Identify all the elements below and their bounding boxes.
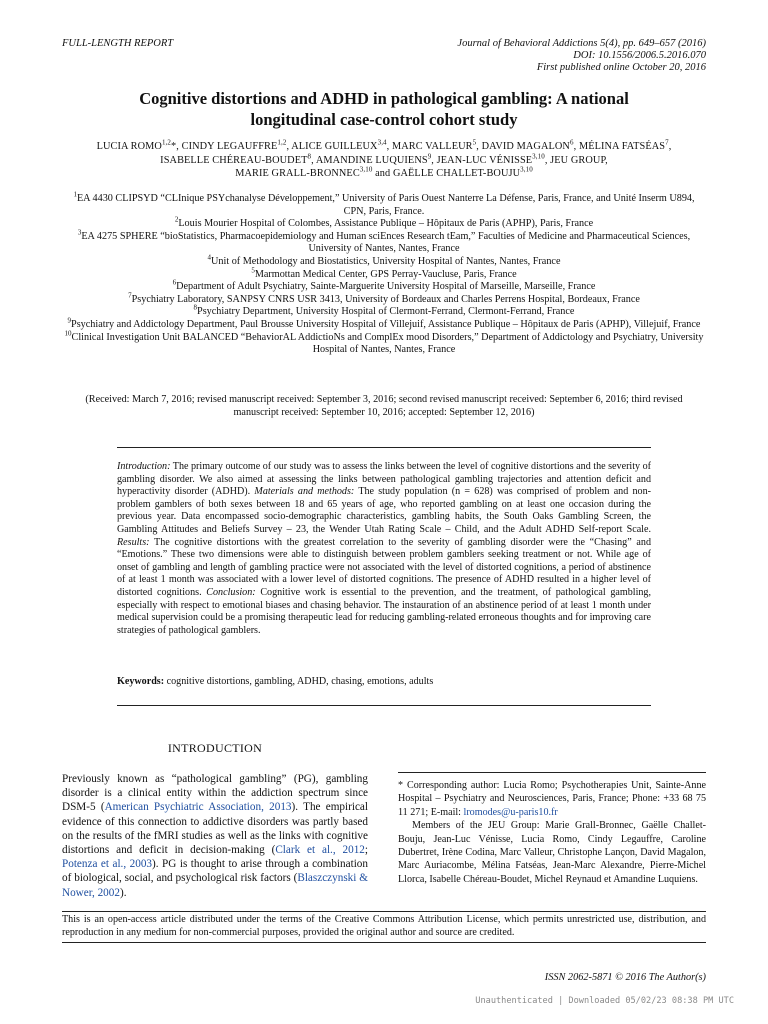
author-sep: , [431, 154, 437, 166]
title-line-1: Cognitive distortions and ADHD in pathological gambling: A national [139, 89, 629, 108]
affiliation-number: 3 [77, 228, 82, 237]
abstract-intro-label: Introduction: [117, 461, 171, 472]
author-affil-sup: 3,10 [359, 165, 373, 174]
email-link[interactable]: lromodes@u-paris10.fr [463, 806, 558, 818]
affiliation [62, 215, 706, 231]
affiliation-text: EA 4430 CLIPSYD “CLInique PSYchanalyse Développement,” University of Paris Ouest Nanterre La Défense, Paris, France, and Unité Inserm U894, CPN, Paris, France. [76, 193, 695, 217]
affiliation-text: Psychiatry and Addictology Department, Paul Brousse University Hospital of Villejuif, Assistance Publique – Hôpitaux de Paris (APHP), Villejuif, France [71, 318, 701, 330]
doi[interactable]: DOI: 10.1556/2006.5.2016.070 [573, 50, 706, 61]
abstract-conclusion-label: Conclusion: [206, 586, 256, 598]
affiliation-list [62, 190, 706, 357]
intro-text: ). The empirical evidence of this connection to addictive disorders was partly based on the results of the fMRI studies as well as the links with cognitive distortions and deficit in decision-making ( [62, 801, 368, 857]
affiliation [62, 228, 706, 256]
author-sep: , [668, 141, 672, 152]
author-sep: , [286, 141, 292, 152]
affiliation [62, 266, 706, 282]
issn-copyright: ISSN 2062-5871 © 2016 The Author(s) [544, 972, 706, 983]
author-name: JEAN-LUC VÉNISSE [436, 154, 533, 166]
affiliation [62, 316, 706, 332]
introduction-paragraph [62, 772, 368, 900]
affiliation [62, 253, 706, 269]
corresponding-author-note [398, 779, 706, 819]
author-list [62, 140, 706, 181]
abstract-bottom-rule [117, 705, 651, 706]
intro-text: ; [364, 844, 368, 857]
intro-text: Previously known as “pathological gambling” (PG), gambling disorder is a clinical entity within the addiction spectrum since DSM-5 ( [62, 773, 368, 814]
citation-link[interactable]: Clark et al., 2012 [275, 844, 365, 857]
article-title [62, 88, 706, 130]
author-name: MÉLINA FATSÉAS [578, 141, 666, 152]
publication-date: First published online October 20, 2016 [536, 62, 706, 73]
author-affil-sup: 9 [427, 152, 432, 161]
author-name: GAËLLE CHALLET-BOUJU [392, 168, 521, 179]
author-affil-sup: 3,10 [532, 152, 545, 161]
affiliation-number: 1 [73, 190, 77, 199]
affiliation [62, 291, 706, 307]
author-name: ALICE GUILLEUX [291, 141, 378, 152]
author-sep: , [573, 141, 579, 152]
author-sep: *, [171, 141, 182, 152]
author-name: DAVID MAGALON [481, 141, 570, 152]
citation-link[interactable]: American Psychiatric Association, 2013 [104, 801, 292, 814]
author-name: AMANDINE LUQUIENS [315, 154, 428, 166]
author-line [62, 154, 706, 168]
author-sep: and [372, 168, 393, 179]
intro-text: ). PG is thought to arise through a combination of biological, social, and psychological risk factors ( [62, 858, 368, 885]
affiliation [62, 329, 706, 357]
title-line-2: longitudinal case-control cohort study [250, 110, 518, 129]
abstract-conclusion: Cognitive work is essential to the prevention, and the treatment, of pathological gambling, especially with respect to emotional biases and chasing behavior. The instauration of an abstinence period of at least 1 month under medical supervision could be a promising therapeutic lead for reducing gambling-related erroneous thoughts and for improving care strategies of pathological gamblers. [117, 586, 651, 636]
abstract-methods-label: Materials and methods: [254, 486, 355, 498]
affiliation-text: EA 4275 SPHERE “bioStatistics, Pharmacoepidemiology and Human sciEnces Research tEam,” Faculties of Medicine and Pharmaceutical Sciences, University of Nantes, Nantes, France [81, 230, 691, 255]
affiliation-number: 4 [207, 253, 212, 262]
author-affil-sup: 1,2 [161, 138, 171, 147]
affiliation [62, 303, 706, 319]
author-sep: , [386, 141, 393, 152]
affiliation-number: 10 [64, 329, 72, 338]
author-name: MARC VALLEUR [392, 141, 473, 152]
affiliation-number: 5 [251, 266, 255, 275]
citation-link[interactable]: Blaszczynski & Nower, 2002 [62, 872, 369, 899]
keywords-label: Keywords: [117, 676, 165, 687]
author-sep: , [476, 141, 482, 152]
abstract-intro: The primary outcome of our study was to assess the links between the level of cognitive distortions and the severity of gambling disorder. We also aimed at assessing the links between pathological gambling trajectories and attention deficit and hyperactivity disorder (ADHD). [117, 461, 652, 498]
author-sep: , [311, 154, 316, 166]
download-watermark: Unauthenticated | Downloaded 05/02/23 08:38 PM UTC [475, 996, 734, 1006]
abstract-results: The cognitive distortions with the greatest correlation to the severity of gambling disorder were the “Chasing” and “Emotions.” These two dimensions were able to distinguish between problem gamblers seeking treatment or not. While age of onset of gambling and length of gambling practice were not associated with the level of distorted cognitions, a period of abstinence of at least 1 month was associated with a lower level of distorted cognitions. The presence of ADHD resulted in a higher level of distorted cognitions. [117, 536, 651, 598]
affiliation-text: Louis Mourier Hospital of Colombes, Assistance Publique – Hôpitaux de Paris (APHP), Paris, France [178, 218, 594, 230]
author-name: ISABELLE CHÉREAU-BOUDET [160, 154, 308, 166]
affiliation-text: Clinical Investigation Unit BALANCED “BehaviorAL AddictioNs and ComplEx mood Disorders,” Department of Addictology and Psychiatry, University Hospital of Nantes, Nantes, France [71, 331, 704, 356]
section-heading-introduction: INTRODUCTION [167, 741, 263, 755]
author-name: MARIE GRALL-BRONNEC [235, 168, 360, 179]
affiliation-text: Department of Adult Psychiatry, Sainte-Marguerite University Hospital of Marseille, Marseille, France [176, 281, 596, 293]
abstract [117, 461, 651, 637]
report-type-label: FULL-LENGTH REPORT [62, 38, 174, 49]
author-affil-sup: 8 [307, 152, 312, 161]
affiliation-text: Marmottan Medical Center, GPS Perray-Vaucluse, Paris, France [254, 268, 517, 280]
author-affil-sup: 3,4 [377, 138, 387, 147]
footnote [398, 779, 706, 886]
corresponding-author-text: * Corresponding author: Lucia Romo; Psychotherapies Unit, Sainte-Anne Hospital – Psychiatry and Neurosciences, Paris, France; Phone: +33 68 75 11 271; E-mail: [398, 780, 706, 818]
affiliation-text: Psychiatry Laboratory, SANPSY CNRS USR 3413, University of Bordeaux and Charles Perrens Hospital, Bordeaux, France [131, 293, 640, 305]
affiliation [62, 190, 706, 218]
affiliation [62, 278, 706, 294]
abstract-results-label: Results: [117, 536, 150, 548]
journal-name: Journal of Behavioral Addictions 5(4), pp. 649–657 (2016) [457, 38, 706, 49]
keywords [117, 676, 651, 689]
author-sep: , JEU GROUP, [544, 154, 608, 166]
journal-citation [457, 38, 706, 74]
author-name: LUCIA ROMO [96, 141, 162, 152]
affiliation-number: 9 [67, 316, 72, 325]
affiliation-number: 2 [174, 215, 179, 224]
author-line [62, 167, 706, 181]
author-name: CINDY LEGAUFFRE [181, 141, 278, 152]
author-affil-sup: 1,2 [277, 138, 287, 147]
author-affil-sup: 5 [472, 138, 477, 147]
author-affil-sup: 7 [665, 138, 669, 147]
abstract-methods: The study population (n = 628) was comprised of problem and non-problem gamblers of both sexes between 18 and 65 years of age, who reported gambling on at least one occasion during the previous year. Data encompassed socio-demographic characteristics, gambling habits, the South Oaks Gambling Screen, the Gambling Attitudes and Beliefs Survey – 23, the Wender Utah Rating Scale – Child, and the Adult ADHD Self-report Scale. [117, 486, 652, 535]
author-affil-sup: 6 [569, 138, 574, 147]
manuscript-dates: (Received: March 7, 2016; revised manuscript received: September 3, 2016; second revised manuscript received: September 6, 2016; third revised manuscript received: September 10, 2016; accepted: September 12, 2016) [85, 394, 683, 418]
abstract-top-rule [117, 447, 651, 448]
affiliation-text: Psychiatry Department, University Hospital of Clermont-Ferrand, Clermont-Ferrand, France [197, 306, 575, 318]
group-members-note: Members of the JEU Group: Marie Grall-Bronnec, Gaëlle Challet-Bouju, Jean-Luc Vénisse, Lucia Romo, Cindy Legauffre, Caroline Dubertret, Irène Codina, Marc Valleur, Christophe Lançon, David Magalon, Marc Auriacombe, Mélina Fatséas, Jean-Marc Alexandre, Pierre-Michel Llorca, Isabelle Chéreau-Boudet, Michel Reynaud et Amandine Luquiens. [398, 820, 706, 885]
affiliation-text: Unit of Methodology and Biostatistics, University Hospital of Nantes, Nantes, France [211, 255, 561, 267]
author-affil-sup: 3,10 [520, 165, 533, 174]
intro-text: ). [119, 886, 127, 899]
affiliation-number: 8 [193, 303, 198, 312]
keywords-text: cognitive distortions, gambling, ADHD, chasing, emotions, adults [164, 676, 434, 687]
citation-link[interactable]: Potenza et al., 2003 [62, 858, 153, 871]
affiliation-number: 7 [128, 291, 132, 300]
license-statement: This is an open-access article distributed under the terms of the Creative Commons Attribution License, which permits unrestricted use, distribution, and reproduction in any medium for non-commercial purposes, provided the original author and source are credited. [62, 911, 706, 943]
affiliation-number: 6 [172, 278, 177, 287]
footnote-rule [398, 772, 706, 773]
author-line [62, 140, 706, 154]
